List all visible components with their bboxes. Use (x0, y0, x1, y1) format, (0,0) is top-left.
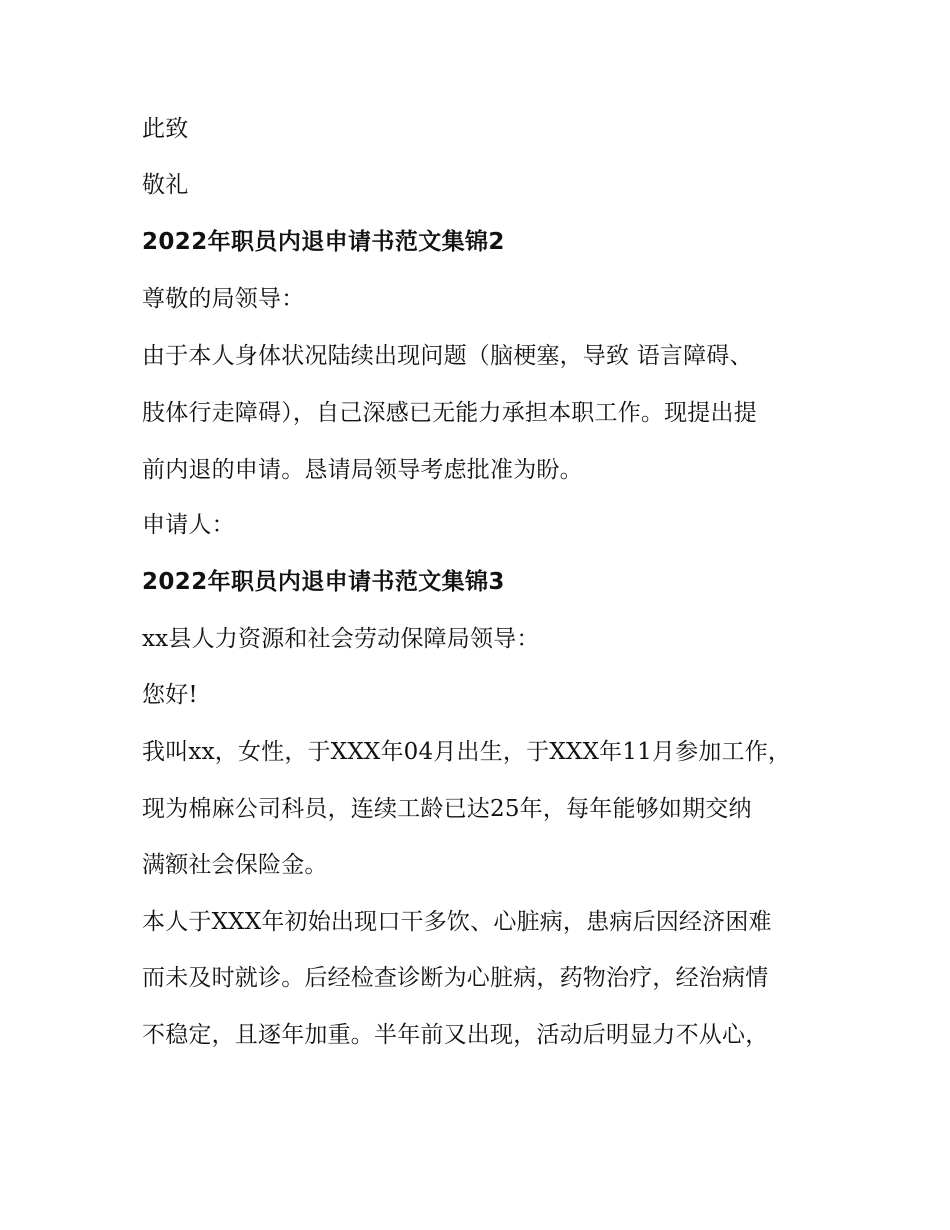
section-2-greeting: 尊敬的局领导： (142, 286, 305, 312)
section-3-title: 2022年职员内退申请书范文集锦3 (142, 569, 505, 595)
section-2-body-line-1: 由于本人身体状况陆续出现问题（脑梗塞，导致 语言障碍、 (142, 343, 753, 369)
section-2-body-line-3: 前内退的申请。恳请局领导考虑批准为盼。 (142, 457, 583, 483)
section-2-title: 2022年职员内退申请书范文集锦2 (142, 229, 505, 255)
section-3-paragraph-2-line-3: 不稳定，且逐年加重。半年前又出现，活动后明显力不从心， (142, 1022, 769, 1048)
section-2-applicant: 申请人： (142, 512, 235, 538)
closing-salutation-1: 此致 (142, 116, 189, 142)
closing-salutation-2: 敬礼 (142, 172, 189, 198)
section-3-recipient: xx县人力资源和社会劳动保障局领导： (142, 626, 540, 652)
section-3-paragraph-1-line-3: 满额社会保险金。 (142, 852, 328, 878)
section-3-paragraph-1-line-1: 我叫xx，女性，于XXX年04月出生，于XXX年11月参加工作， (142, 739, 792, 765)
section-3-paragraph-2-line-2: 而未及时就诊。后经检查诊断为心脏病，药物治疗，经治病情 (142, 965, 769, 991)
section-2-body-line-2: 肢体行走障碍），自己深感已无能力承担本职工作。现提出提 (142, 400, 757, 426)
section-3-paragraph-2-line-1: 本人于XXX年初始出现口干多饮、心脏病，患病后因经济困难 (142, 909, 772, 935)
section-3-greeting: 您好! (142, 682, 198, 708)
section-3-paragraph-1-line-2: 现为棉麻公司科员，连续工龄已达25年，每年能够如期交纳 (142, 796, 752, 822)
